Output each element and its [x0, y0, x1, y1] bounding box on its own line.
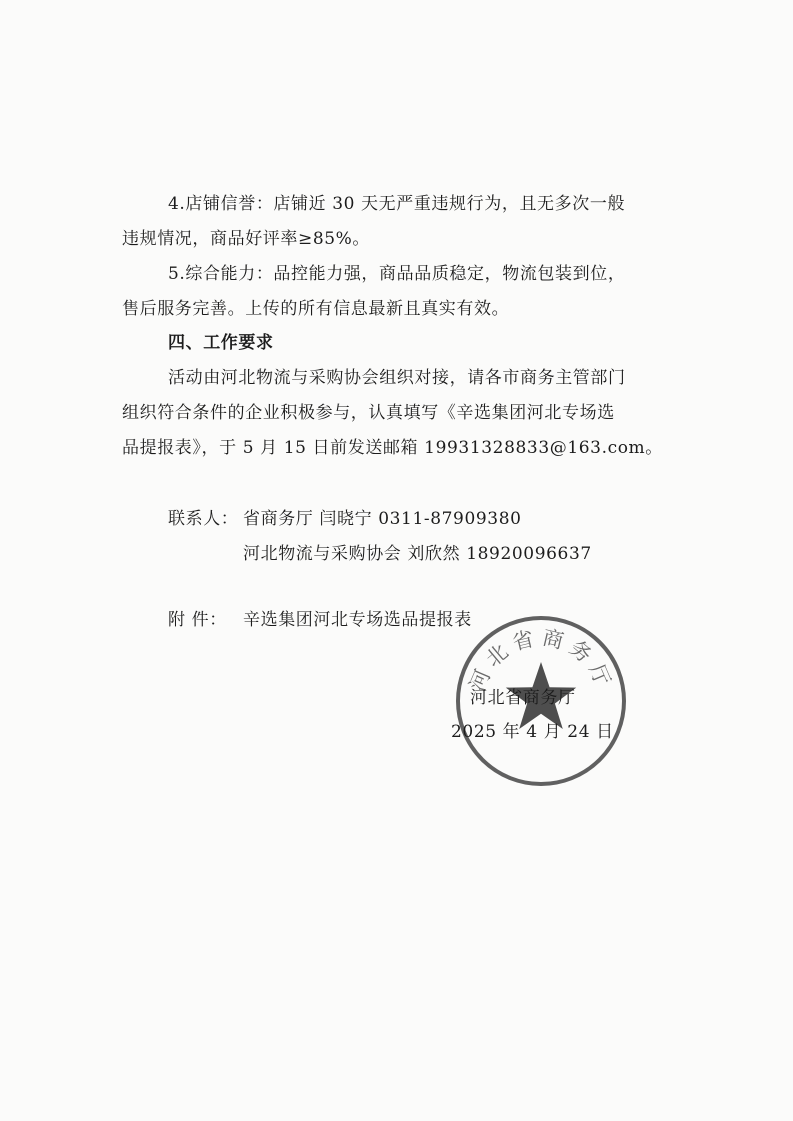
criteria-item-5-line-1: 5.综合能力：品控能力强，商品品质稳定，物流包装到位，	[168, 264, 626, 284]
attachment-text: 辛选集团河北专场选品提报表	[243, 610, 472, 630]
section4-line-3: 品提报表》，于 5 月 15 日前发送邮箱 19931328833@163.com。	[122, 438, 663, 458]
criteria-item-4-line-2: 违规情况，商品好评率≥85%。	[122, 229, 371, 249]
section4-line-1: 活动由河北物流与采购协会组织对接，请各市商务主管部门	[168, 368, 626, 388]
signature-date: 2025 年 4 月 24 日	[451, 722, 614, 742]
contact-1: 省商务厅 闫晓宁 0311-87909380	[243, 509, 522, 529]
contact-2: 河北物流与采购协会 刘欣然 18920096637	[243, 544, 592, 564]
criteria-item-5-line-2: 售后服务完善。上传的所有信息最新且真实有效。	[122, 299, 510, 319]
criteria-item-4-line-1: 4.店铺信誉：店铺近 30 天无严重违规行为，且无多次一般	[168, 194, 626, 214]
seal-text: 河北省商务厅	[464, 625, 618, 695]
section4-line-2: 组织符合条件的企业积极参与，认真填写《辛选集团河北专场选	[122, 403, 615, 423]
signature-organization: 河北省商务厅	[470, 688, 576, 708]
attachment-label: 附 件：	[168, 610, 227, 630]
contacts-label: 联系人：	[168, 509, 239, 529]
section-heading-work-requirements: 四、工作要求	[168, 333, 274, 353]
